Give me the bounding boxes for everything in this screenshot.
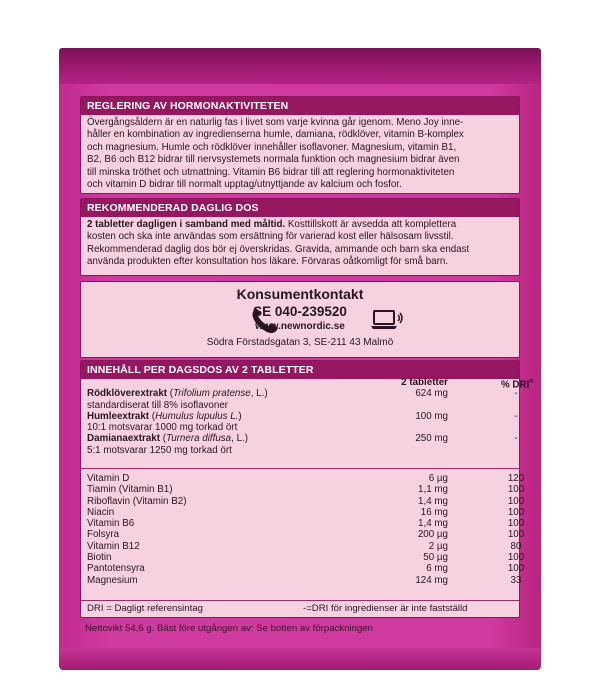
vitamin-dri: 100 — [507, 529, 525, 541]
phone-number: SE 040-239520 — [253, 304, 347, 319]
text-line: och vitamin D bidrar till normalt upptag/utnyttjande av kalcium och fosfor. — [87, 179, 402, 191]
section-text — [81, 217, 519, 271]
vitamin-amount: 1,4 mg — [418, 495, 448, 507]
dri-label: % DRI — [501, 379, 530, 391]
table-header-row — [81, 377, 534, 391]
vitamin-dri: 33 — [510, 574, 522, 586]
vitamin-amount: 1,1 mg — [418, 484, 448, 496]
contact-title: Konsumentkontakt — [236, 286, 364, 302]
dri-footnote: DRI = Dagligt referensintag — [87, 603, 203, 614]
vitamin-row — [81, 552, 525, 564]
vitamin-row — [81, 495, 525, 507]
consumer-contact-panel — [80, 281, 520, 358]
text-line: kosten och ska inte användas som ersättning för varierad kost eller hälsosam livsstil. — [87, 231, 454, 243]
dri-footnote-2: -=DRI för ingredienser är inte fastställd — [303, 603, 468, 614]
text-line: håller en kombination av ingredienserna humle, damiana, rödklöver, vitamin B-komplex — [87, 129, 464, 141]
herb-name: Damianaextrakt (Turnera diffusa, L.) — [87, 433, 249, 445]
laptop-icon — [369, 308, 405, 332]
vitamin-amount: 200 µg — [417, 529, 448, 541]
content-table-panel — [80, 360, 534, 618]
vitamin-dri: 80 — [510, 540, 522, 552]
vitamin-dri: 100 — [507, 563, 525, 575]
text-line: Övergångsåldern är en naturlig fas i livet som varje kvinna går igenom. Meno Joy inne- — [87, 117, 464, 128]
text-line: Rekommenderad daglig dos bör ej överskridas. Gravida, ammande och barn ska endast — [87, 243, 470, 255]
col-header-amount: 2 tabletter — [401, 377, 448, 388]
package-top-flap — [59, 48, 541, 86]
vitamin-amount: 6 µg — [428, 473, 448, 484]
vitamin-dri: 100 — [507, 484, 525, 496]
text-line: B2, B6 och B12 bidrar till nervsystemets normala funktion och magnesium bidrar även — [87, 154, 460, 166]
herb-sub: 5:1 motsvarar 1250 mg torkad ört — [87, 444, 232, 456]
divider — [81, 468, 519, 469]
hormone-regulation-panel — [80, 96, 520, 194]
vitamin-dri: 100 — [507, 506, 525, 518]
text-line: Kosttillskott är avsedda att komplettera — [285, 219, 457, 230]
vitamin-row — [81, 540, 522, 552]
net-weight-text: Nettovikt 54,6 g. Bäst före utgången av: Se botten av förpackningen — [85, 623, 373, 634]
dri-sup: ® — [529, 379, 534, 385]
section-text — [81, 115, 519, 193]
vitamin-name: Vitamin D — [87, 473, 130, 484]
herb-sub: standardiserat till 8% isoflavoner — [87, 399, 229, 411]
vitamin-name: Tiamin (Vitamin B1) — [87, 484, 173, 496]
vitamin-row — [81, 484, 525, 496]
herb-row — [81, 388, 519, 399]
herb-sub-row — [81, 422, 519, 433]
vitamin-dri: 100 — [507, 495, 525, 507]
herb-name: Rödklöverextrakt (Trifolium pratense, L.) — [87, 388, 268, 400]
section-title: INNEHÅLL PER DAGSDOS AV 2 TABLETTER — [81, 361, 519, 379]
herb-dri: - — [514, 410, 518, 422]
herb-row — [81, 411, 519, 422]
address: Södra Förstadsgatan 3, SE-211 43 Malmö — [206, 337, 394, 348]
vitamin-row — [81, 518, 525, 530]
vitamin-name: Folsyra — [87, 529, 120, 541]
vitamin-amount: 16 mg — [420, 506, 448, 518]
vitamin-row — [81, 529, 525, 541]
vitamin-dri: 100 — [507, 552, 525, 564]
nutrition-table — [81, 377, 534, 586]
section-title: REGLERING AV HORMONAKTIVITETEN — [81, 97, 519, 115]
herb-row — [81, 433, 519, 444]
vitamin-amount: 6 mg — [426, 563, 448, 575]
herb-name: Humleextrakt (Humulus lupulus L.) — [87, 410, 242, 422]
herb-amount: 624 mg — [415, 388, 448, 400]
herb-amount: 100 mg — [415, 410, 448, 422]
vitamin-amount: 1,4 mg — [418, 518, 448, 530]
vitamin-amount: 2 µg — [428, 540, 448, 552]
vitamin-name: Vitamin B6 — [87, 518, 135, 530]
vitamin-name: Niacin — [87, 506, 115, 518]
vitamin-dri: 100 — [507, 518, 525, 530]
vitamin-name: Vitamin B12 — [87, 540, 140, 552]
herb-sub-row — [81, 400, 519, 411]
vitamin-name: Magnesium — [87, 574, 138, 586]
text-line: till minska tröthet och utmattning. Vitamin B6 bidrar till att reglering hormonaktiviteten — [87, 166, 455, 178]
dose-bold: 2 tabletter dagligen i samband med måltid. — [87, 219, 286, 230]
divider — [81, 600, 519, 601]
herb-dri: - — [514, 433, 518, 445]
text-line: använda produkten efter konsultation hos läkare. Förvaras oåtkomligt för små barn. — [87, 256, 449, 268]
vitamin-row — [81, 473, 525, 484]
vitamin-row — [81, 563, 525, 575]
vitamin-dri: 120 — [507, 473, 525, 484]
website: www.newnordic.se — [255, 321, 345, 332]
herb-sub: 10:1 motsvarar 1000 mg torkad ört — [87, 422, 238, 434]
vitamin-name: Riboflavin (Vitamin B2) — [87, 495, 187, 507]
section-title: REKOMMENDERAD DAGLIG DOS — [81, 199, 519, 217]
text-line: och magnesium. Humle och rödklöver innehåller isoflavoner. Magnesium, vitamin B1, — [87, 141, 457, 153]
package-bottom — [59, 648, 541, 670]
vitamin-amount: 124 mg — [415, 574, 448, 586]
vitamin-name: Biotin — [87, 552, 112, 564]
vitamin-amount: 50 µg — [423, 552, 448, 564]
herb-amount: 250 mg — [415, 433, 448, 445]
herb-sub-row — [81, 445, 519, 456]
vitamin-row — [81, 574, 522, 586]
vitamin-name: Pantotensyra — [87, 563, 145, 575]
vitamin-row — [81, 506, 525, 518]
daily-dose-panel — [80, 198, 520, 276]
herb-dri: - — [514, 388, 518, 400]
